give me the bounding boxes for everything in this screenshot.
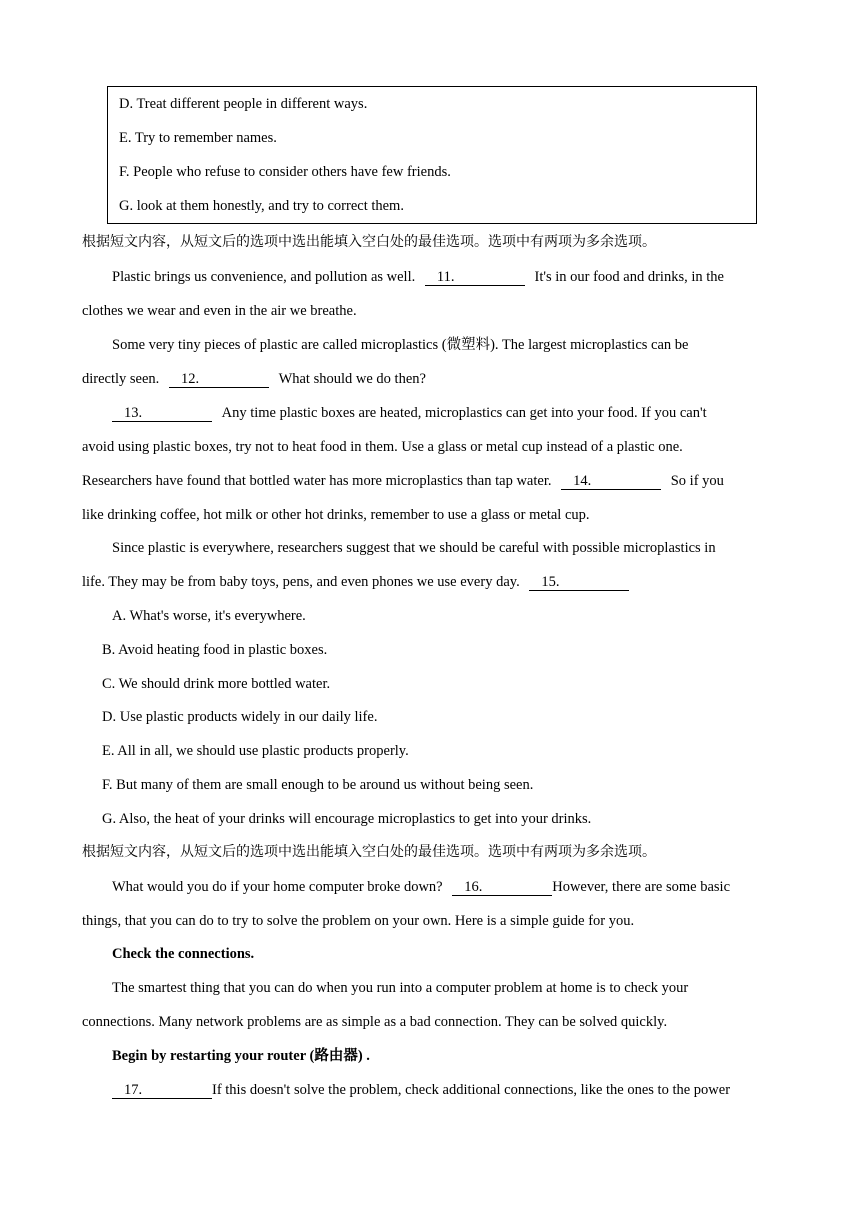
- option-f: F. But many of them are small enough to be around us without being seen.: [102, 777, 534, 793]
- heading-check-connections: Check the connections.: [112, 946, 255, 962]
- instruction-2: 根据短文内容，从短文后的选项中选出能填入空白处的最佳选项。选项中有两项为多余选项。: [82, 844, 656, 860]
- passage-2-line-5: [112, 1080, 730, 1100]
- text: Researchers have found that bottled water has more microplastics than tap water.: [82, 473, 552, 489]
- blank-12: 12.: [169, 371, 269, 388]
- box-option-d: D. Treat different people in different ways.: [119, 96, 368, 112]
- text: What should we do then?: [278, 371, 426, 387]
- blank-11: 11.: [425, 269, 525, 286]
- option-a: A. What's worse, it's everywhere.: [112, 608, 306, 624]
- passage-2-line-4: connections. Many network problems are as simple as a bad connection. They can be solved quickly.: [82, 1014, 668, 1030]
- option-e: E. All in all, we should use plastic products properly.: [102, 743, 409, 759]
- text: Plastic brings us convenience, and pollution as well.: [112, 269, 416, 285]
- text: It's in our food and drinks, in the: [534, 269, 724, 285]
- options-box: [107, 86, 757, 224]
- paragraph-1-line-2: clothes we wear and even in the air we breathe.: [82, 303, 357, 319]
- blank-15: 15.: [529, 574, 629, 591]
- text: However, there are some basic: [552, 879, 731, 895]
- paragraph-4-line-1: Since plastic is everywhere, researchers suggest that we should be careful with possible microplastics in: [112, 540, 716, 556]
- text: So if you: [670, 473, 724, 489]
- paragraph-2-line-2: [82, 369, 426, 389]
- paragraph-3-line-4: like drinking coffee, hot milk or other hot drinks, remember to use a glass or metal cup.: [82, 507, 590, 523]
- blank-17: 17.: [112, 1082, 212, 1099]
- paragraph-3-line-2: avoid using plastic boxes, try not to heat food in them. Use a glass or metal cup instead of a plastic one.: [82, 439, 683, 455]
- blank-16: 16.: [452, 879, 552, 896]
- text: directly seen.: [82, 371, 160, 387]
- text: If this doesn't solve the problem, check additional connections, like the ones to the power: [212, 1082, 731, 1098]
- option-g: G. Also, the heat of your drinks will encourage microplastics to get into your drinks.: [102, 811, 592, 827]
- option-c: C. We should drink more bottled water.: [102, 676, 331, 692]
- passage-2-line-3: The smartest thing that you can do when you run into a computer problem at home is to check your: [112, 980, 689, 996]
- text: What would you do if your home computer broke down?: [112, 879, 443, 895]
- option-d: D. Use plastic products widely in our daily life.: [102, 709, 378, 725]
- instruction-1: 根据短文内容，从短文后的选项中选出能填入空白处的最佳选项。选项中有两项为多余选项。: [82, 234, 656, 250]
- paragraph-1-line-1: [112, 267, 724, 287]
- box-option-e: E. Try to remember names.: [119, 130, 277, 146]
- option-b: B. Avoid heating food in plastic boxes.: [102, 642, 328, 658]
- box-option-f: F. People who refuse to consider others have few friends.: [119, 164, 451, 180]
- text: life. They may be from baby toys, pens, and even phones we use every day.: [82, 574, 520, 590]
- blank-14: 14.: [561, 473, 661, 490]
- box-option-g: G. look at them honestly, and try to correct them.: [119, 198, 404, 214]
- paragraph-2-line-1: Some very tiny pieces of plastic are called microplastics (微塑料). The largest microplastics can be: [112, 337, 689, 353]
- paragraph-4-line-2: [82, 572, 629, 592]
- paragraph-3-line-3: [82, 471, 724, 491]
- blank-13: 13.: [112, 405, 212, 422]
- heading-restart-router: Begin by restarting your router (路由器) .: [112, 1048, 370, 1064]
- passage-2-line-1: [112, 877, 730, 897]
- passage-2-line-2: things, that you can do to try to solve the problem on your own. Here is a simple guide for you.: [82, 913, 635, 929]
- text: Any time plastic boxes are heated, microplastics can get into your food. If you can't: [221, 405, 707, 421]
- paragraph-3-line-1: [112, 403, 707, 423]
